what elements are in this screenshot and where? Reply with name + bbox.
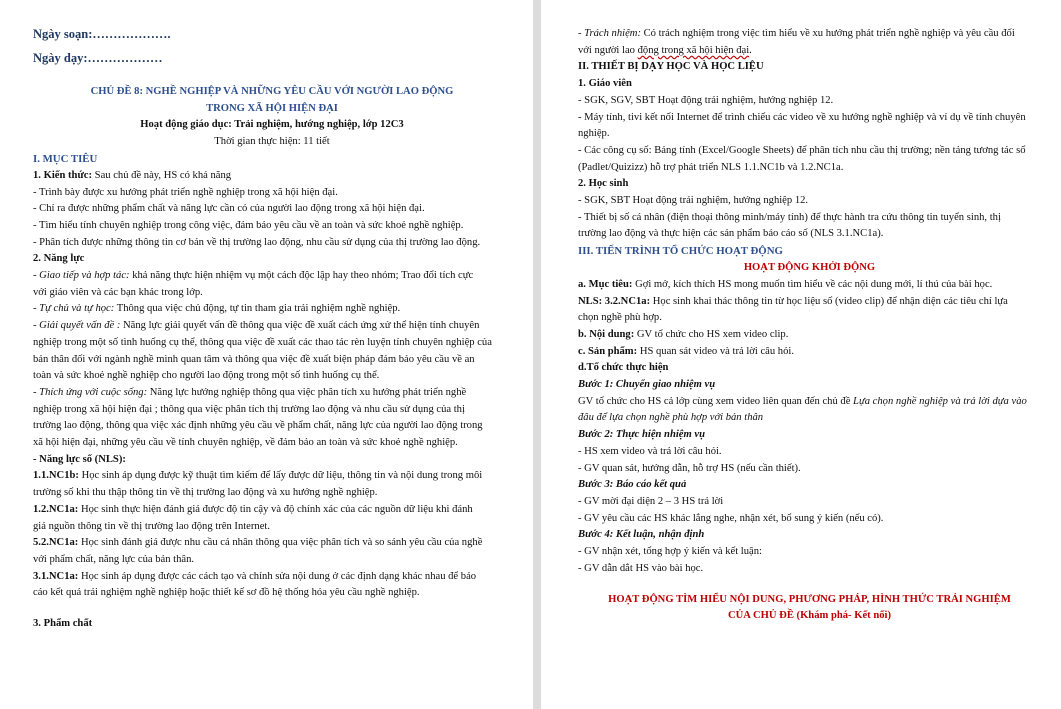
paragraph: với phẩm chất, năng lực của bản thân. (33, 553, 195, 565)
paragraph (33, 268, 511, 285)
section-heading-tien-trinh: III. TIẾN TRÌNH TỔ CHỨC HOẠT ĐỘNG (578, 245, 783, 258)
text-run: HS quan sát video và trả lời câu hỏi. (637, 345, 794, 357)
section-heading-thiet-bi: II. THIẾT BỊ DẠY HỌC VÀ HỌC LIỆU (578, 61, 764, 73)
competency-code: 1.1.NC1b: (33, 470, 79, 482)
competency-code: 3.1.NC1a: (33, 570, 79, 582)
paragraph (578, 394, 1041, 411)
ngay-soan: Ngày soạn:………………. (33, 27, 171, 41)
paragraph: xã hội hiện đại, những yêu cầu về tính chuyên nghiệp, về đảm bảo an toàn và sức khoẻ nghề nghiệp. (33, 437, 458, 449)
text-run: GV tổ chức cho HS cả lớp cùng xem video liên quan đến chủ đề (578, 395, 854, 407)
document-duration: Thời gian thực hiện: 11 tiết (214, 136, 330, 148)
paragraph: nghiệp. (578, 128, 610, 140)
paragraph (33, 385, 511, 402)
paragraph (33, 468, 511, 485)
paragraph: - Các công cụ số: Bảng tính (Excel/Google Sheets) để phân tích nhu cầu thị trường; nền tảng tương tác số (578, 144, 1026, 156)
document-page-right[interactable] (541, 0, 1061, 709)
paragraph: toàn và sức khoẻ nghề nghiệp cho người lao động trong một số tình huống cụ thể. (33, 370, 380, 382)
subheading-nang-luc: 2. Năng lực (33, 253, 85, 265)
paragraph: - Máy tính, tivi kết nối Internet để trình chiếu các video về xu hướng nghề nghiệp và ví dụ về tính chuyên (578, 111, 1026, 123)
label-san-pham: c. Sản phẩm: (578, 345, 638, 357)
paragraph (33, 318, 511, 335)
paragraph (578, 344, 1041, 361)
text-run: Học sinh áp dụng được kỹ thuật tìm kiếm để lấy được dữ liệu, thông tin và nội dung trong môi (78, 470, 483, 482)
text-run: . (749, 44, 752, 56)
paragraph: - Trình bày được xu hướng phát triển nghề nghiệp trong xã hội hiện đại. (33, 186, 338, 198)
text-run: Học sinh thực hiện đánh giá được độ tin cậy và độ chính xác của các nguồn dữ liệu khi đánh (78, 503, 473, 515)
text-run: GV tổ chức cho HS xem video clip. (634, 328, 789, 340)
text-run-italic: Lựa chọn nghề nghiệp và trả lời dựa vào (853, 395, 1027, 407)
paragraph: (Padlet/Quizizz) hỗ trợ phát triển NLS 1.1.NC1b và 1.2.NC1a. (578, 161, 844, 173)
ngay-day: Ngày dạy:……………… (33, 51, 163, 65)
paragraph: trường lao động và thực hiện các sản phẩm báo cáo số (NLS 3.1.NC1a). (578, 228, 884, 240)
text-run: Học sinh đánh giá được nhu cầu cá nhân thông qua việc phân tích và so sánh yêu cầu của nghề (78, 537, 483, 549)
paragraph: - GV dẫn dắt HS vào bài học. (578, 562, 704, 574)
paragraph: nghiệp trong một số tình huống cụ thể, thông qua việc đề xuất các thao tác rèn luyện tính chuyên nghiệp của (33, 336, 492, 348)
label-muc-tieu: a. Mục tiêu: (578, 278, 633, 290)
step-heading: Bước 4: Kết luận, nhận định (578, 529, 705, 541)
competency-code: 5.2.NC1a: (33, 537, 79, 549)
text-run: Năng lực giải quyết vấn đề thông qua việc đề xuất cách ứng xử thể hiện tính chuyên (120, 320, 480, 332)
text-run: Có trách nghiệm trong việc tìm hiểu về xu hướng phát triển nghề nghiệp và yêu cầu đối (640, 28, 1015, 39)
paragraph (33, 168, 511, 185)
document-subtitle: Hoạt động giáo dục: Trải nghiệm, hướng nghiệp, lớp 12C3 (140, 119, 404, 131)
paragraph: - GV mời đại diện 2 – 3 HS trả lời (578, 495, 724, 507)
spellcheck-underlined-text: động trong xã hội hiện đại (637, 44, 750, 56)
text-run: Sau chủ đề này, HS có khả năng (92, 169, 232, 181)
paragraph: bản thân đối với ngành nghề mình quan tâm và thông qua việc đề xuất biện pháp đảm bảo yêu cầu về an (33, 353, 475, 365)
text-run-italic: - Trách nhiệm: (578, 28, 641, 39)
paragraph: - Thiết bị số cá nhân (điện thoại thông minh/máy tính) để thực hành tra cứu thông tin tuyển sinh, thị (578, 211, 1001, 223)
label-noi-dung: b. Nội dung: (578, 328, 635, 340)
paragraph (578, 43, 1041, 60)
text-run: với người lao (578, 44, 638, 56)
paragraph: với giáo viên và các bạn khác trong lớp. (33, 286, 203, 298)
text-run-italic: - Tự chủ và tự học: (33, 303, 115, 315)
step-heading: Bước 3: Báo cáo kết quả (578, 479, 687, 491)
paragraph (578, 294, 1041, 311)
paragraph: - Tìm hiểu tính chuyên nghiệp trong công việc, đảm bảo yêu cầu về an toàn và sức khoẻ nghề nghiệp. (33, 219, 464, 231)
activity-heading-khoi-dong: HOẠT ĐỘNG KHỞI ĐỘNG (743, 262, 876, 274)
paragraph: - SGK, SBT Hoạt động trải nghiệm, hướng nghiệp 12. (578, 195, 809, 207)
paragraph: - GV quan sát, hướng dẫn, hỗ trợ HS (nếu cần thiết). (578, 462, 801, 474)
paragraph (578, 26, 1041, 43)
section-heading-muc-tieu: I. MỤC TIÊU (33, 152, 98, 165)
document-title-line1: CHỦ ĐỀ 8: NGHỀ NGHIỆP VÀ NHỮNG YÊU CẦU VỚI NGƯỜI LAO ĐỘNG (90, 86, 454, 97)
paragraph (33, 502, 511, 519)
paragraph: giá nguồn thông tin về thị trường lao động trên Internet. (33, 520, 271, 532)
paragraph (33, 301, 511, 318)
text-run: Học sinh khai thác thông tin từ học liệu số (video clip) để nhận diện các tiêu chí lựa (650, 295, 1008, 307)
subheading-giao-vien: 1. Giáo viên (578, 78, 632, 90)
competency-code: NLS: 3.2.NC1a: (578, 295, 651, 307)
text-run-italic: - Giao tiếp và hợp tác: (33, 270, 130, 282)
paragraph: nghiệp trong xã hội hiện đại ; thông qua việc phân tích thị trường lao động và nhu cầu sử dụng của thị (33, 403, 465, 415)
kien-thuc-label: 1. Kiến thức: (33, 169, 93, 181)
document-title-line2: TRONG XÃ HỘI HIỆN ĐẠI (206, 102, 338, 114)
paragraph: - Phân tích được những thông tin cơ bản về thị trường lao động, nhu cầu sử dụng của thị trường lao động. (33, 236, 481, 248)
paragraph (33, 535, 511, 552)
paragraph (578, 327, 1041, 344)
step-heading: Bước 1: Chuyển giao nhiệm vụ (578, 379, 716, 391)
text-run-italic: - Thích ứng với cuộc sống: (33, 386, 148, 398)
text-run: khả năng thực hiện nhiệm vụ một cách độc lập hay theo nhóm; Trao đổi tích cực (129, 270, 474, 282)
label-to-chuc: d.Tổ chức thực hiện (578, 362, 669, 374)
competency-code: 1.2.NC1a: (33, 503, 79, 515)
paragraph: đâu để lựa chọn nghề phù hợp với bản thân (578, 412, 764, 424)
paragraph: trường lao động, thông qua việc xác định những yêu cầu về phẩm chất, năng lực của người lao động trong (33, 420, 483, 432)
activity-heading-tim-hieu-line1: HOẠT ĐỘNG TÌM HIỂU NỘI DUNG, PHƯƠNG PHÁP, HÌNH THỨC TRẢI NGHIỆM (608, 593, 1011, 605)
subheading-nang-luc-so: - Năng lực số (NLS): (33, 453, 126, 465)
subheading-hoc-sinh: 2. Học sinh (578, 178, 629, 190)
paragraph: cáo kết quả trải nghiệm nghề nghiệp hoặc thiết kế sơ đồ hệ thống hóa yêu cầu nghề nghiệp. (33, 587, 420, 599)
paragraph: chọn nghề phù hợp. (578, 312, 662, 324)
text-run: Gợi mở, kích thích HS mong muốn tìm hiểu về các nội dung mới, lí thú của bài học. (632, 278, 993, 290)
text-run: Học sinh áp dụng được các cách tạo và chỉnh sửa nội dung ở các định dạng khác nhau để báo (78, 570, 477, 582)
paragraph: - SGK, SGV, SBT Hoạt động trải nghiệm, hướng nghiệp 12. (578, 94, 834, 106)
text-run: Thông qua việc chủ động, tự tin tham gia trải nghiệm nghề nghiệp. (114, 303, 401, 315)
paragraph (578, 277, 1041, 294)
paragraph: - GV yêu cầu các HS khác lắng nghe, nhận xét, bổ sung ý kiến (nếu có). (578, 512, 884, 524)
paragraph: - GV nhận xét, tổng hợp ý kiến và kết luận: (578, 546, 762, 558)
text-run-italic: - Giải quyết vấn đề : (33, 320, 121, 332)
paragraph: trường số khi thu thập thông tin về thị trường lao động và xu hướng nghề nghiệp. (33, 487, 378, 499)
paragraph: - Chỉ ra được những phẩm chất và năng lực cần có của người lao động trong xã hội hiện đại. (33, 203, 425, 215)
step-heading: Bước 2: Thực hiện nhiệm vụ (578, 429, 705, 441)
subheading-pham-chat: 3. Phẩm chất (33, 618, 93, 630)
paragraph: - HS xem video và trả lời câu hỏi. (578, 445, 722, 457)
activity-heading-tim-hieu-line2: CỦA CHỦ ĐỀ (Khám phá- Kết nối) (727, 610, 892, 622)
paragraph (33, 569, 511, 586)
text-run: Năng lực hướng nghiệp thông qua việc phân tích xu hướng phát triển nghề (147, 386, 467, 398)
